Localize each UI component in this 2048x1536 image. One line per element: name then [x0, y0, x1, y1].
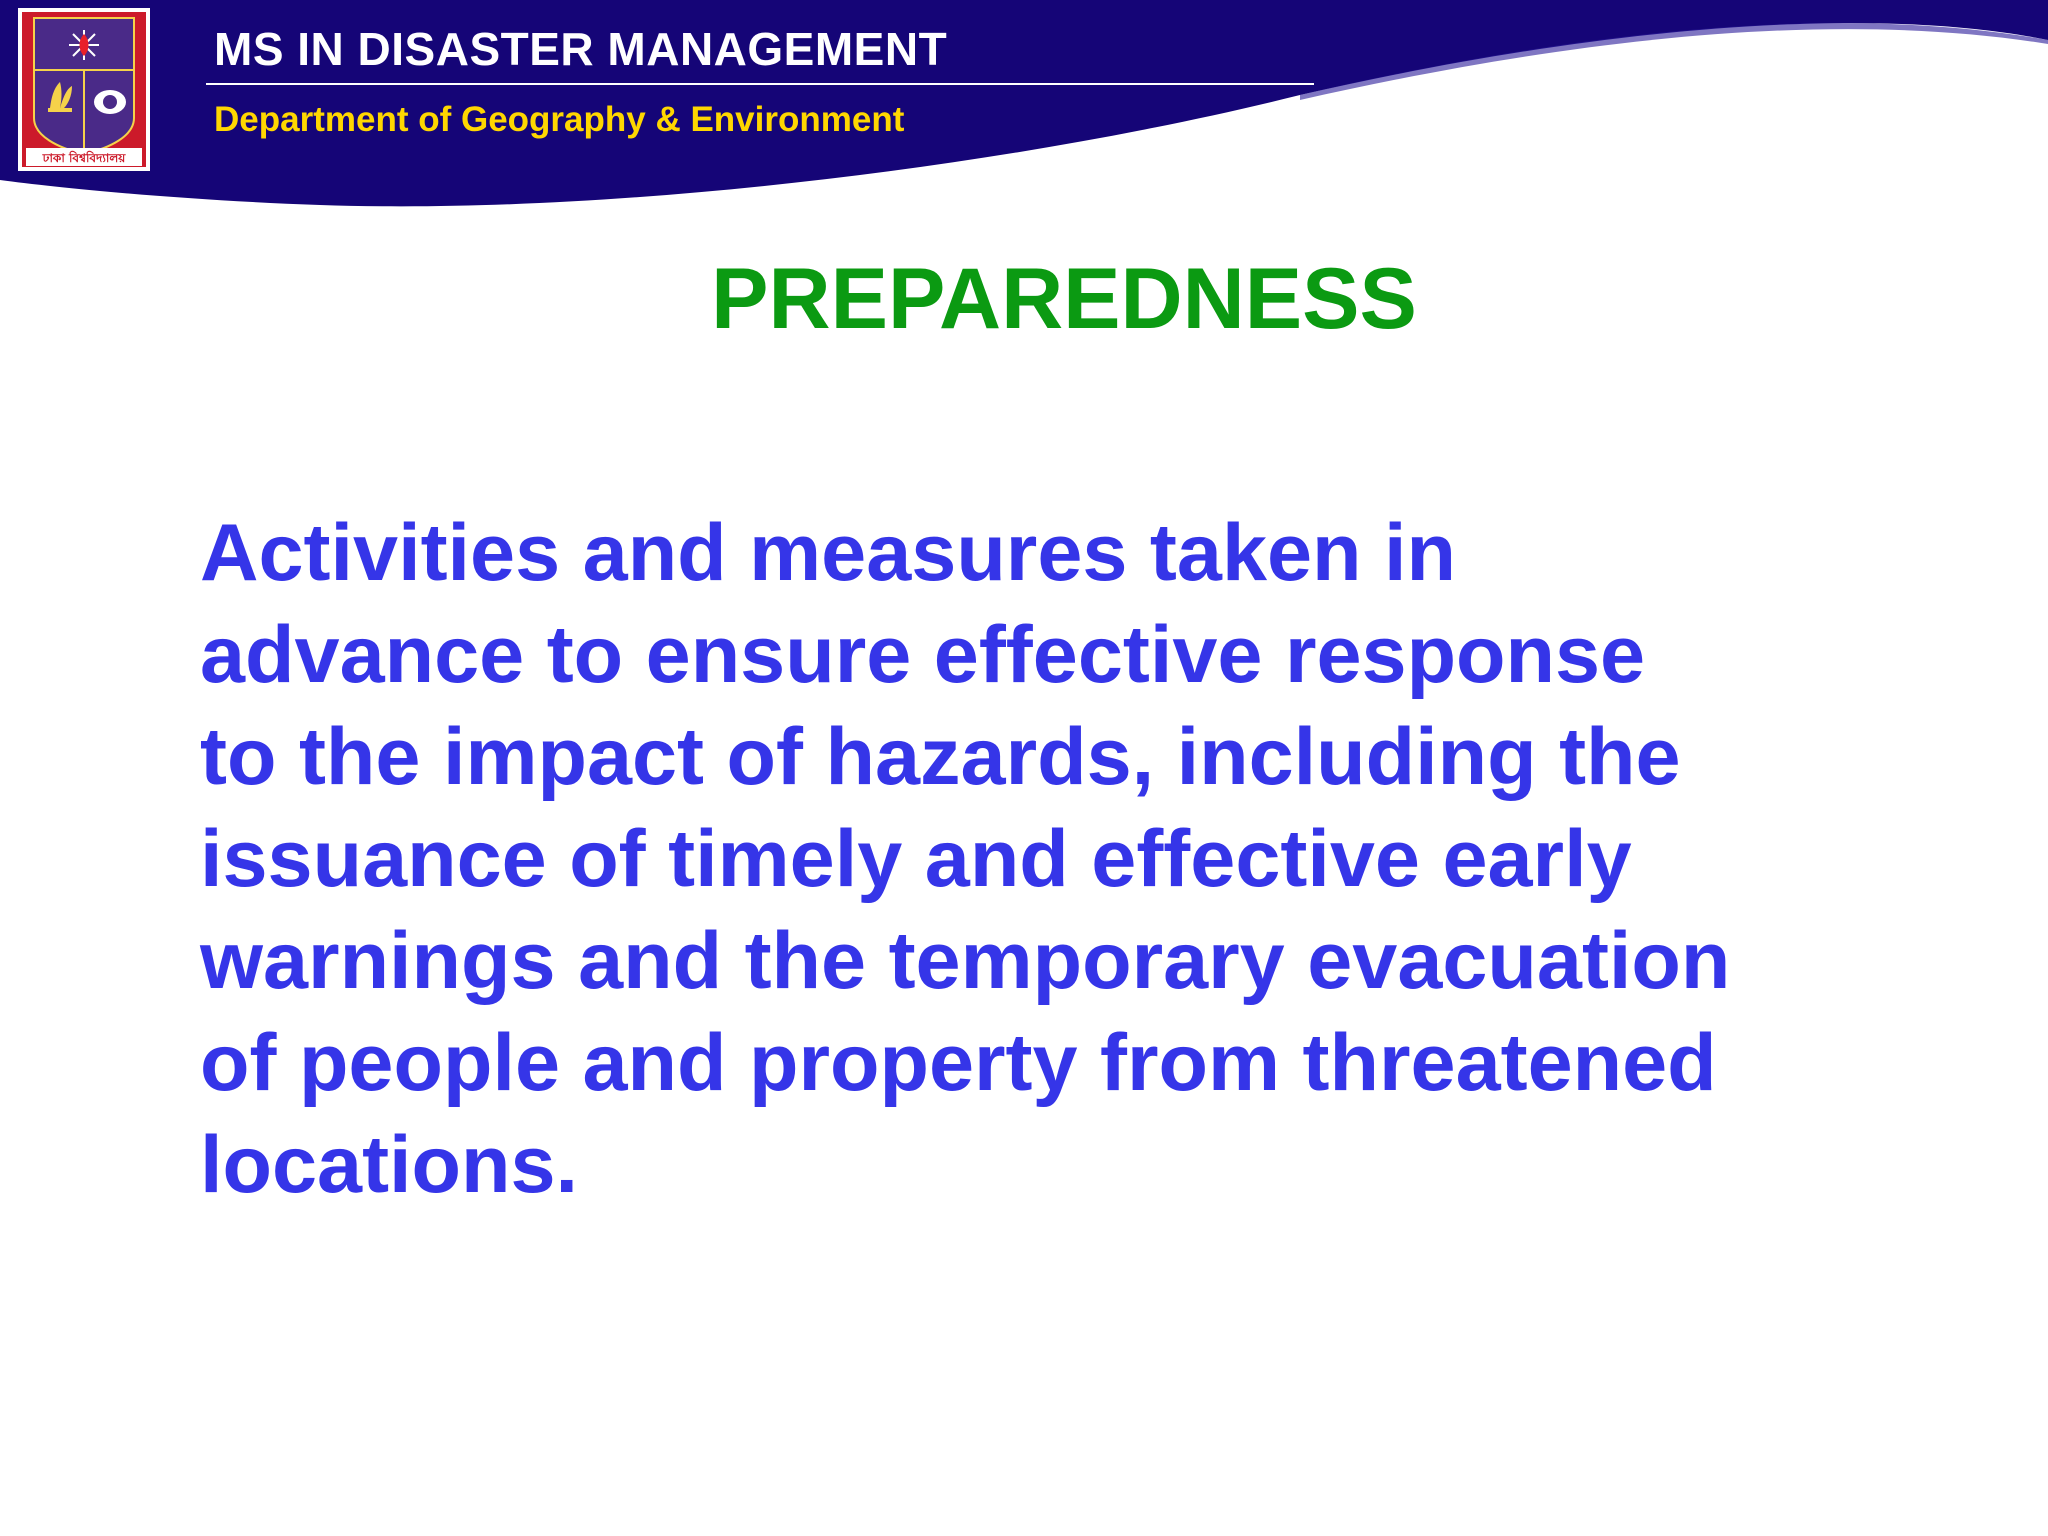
slide-title: PREPAREDNESS: [711, 251, 1417, 347]
university-crest-icon: [18, 8, 150, 171]
body-line: issuance of timely and effective early: [200, 814, 1632, 904]
body-line: warnings and the temporary evacuation: [200, 916, 1731, 1006]
slide-body: [200, 502, 1960, 1216]
svg-text:ঢাকা বিশ্ববিদ্যালয়: ঢাকা বিশ্ববিদ্যালয়: [42, 151, 126, 165]
department-name: Department of Geography & Environment: [214, 100, 905, 139]
body-line: to the impact of hazards, including the: [200, 712, 1681, 802]
body-line: of people and property from threatened: [200, 1018, 1717, 1108]
body-line: Activities and measures taken in: [200, 508, 1457, 598]
body-line: locations.: [200, 1120, 579, 1210]
program-title: MS IN DISASTER MANAGEMENT: [214, 23, 948, 75]
header-divider: [206, 83, 1314, 85]
body-line: advance to ensure effective response: [200, 610, 1646, 700]
